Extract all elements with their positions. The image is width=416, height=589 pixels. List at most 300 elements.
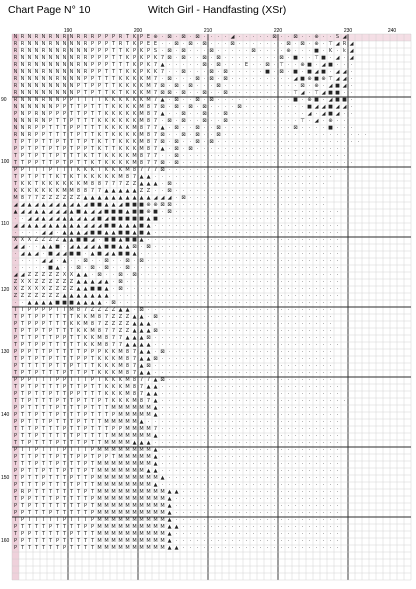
stitch-symbol: ·: [231, 118, 234, 124]
stitch-symbol: ·: [245, 265, 248, 271]
stitch-symbol: ·: [252, 97, 255, 103]
stitch-symbol: ·: [336, 118, 339, 124]
stitch-symbol: P: [83, 454, 87, 460]
stitch-symbol: ·: [168, 419, 171, 425]
stitch-symbol: ·: [273, 370, 276, 376]
stitch-symbol: ·: [301, 433, 304, 439]
stitch-symbol: P: [90, 48, 94, 54]
stitch-symbol: ·: [301, 545, 304, 551]
stitch-symbol: R: [62, 48, 67, 54]
stitch-symbol: M: [111, 447, 116, 453]
stitch-symbol: ⊕: [286, 48, 291, 54]
stitch-symbol: ⊠: [104, 265, 109, 271]
stitch-symbol: ·: [231, 153, 234, 159]
stitch-symbol: ·: [294, 279, 297, 285]
stitch-symbol: ·: [112, 293, 115, 299]
stitch-symbol: ·: [308, 55, 311, 61]
stitch-symbol: ▲: [160, 475, 165, 481]
stitch-symbol: K: [146, 62, 151, 68]
stitch-symbol: ▲: [125, 195, 130, 201]
stitch-symbol: ▲: [76, 223, 81, 229]
stitch-symbol: ▲: [146, 174, 151, 180]
stitch-symbol: Z: [48, 286, 53, 292]
stitch-symbol: ·: [266, 118, 269, 124]
stitch-symbol: ■: [76, 209, 81, 215]
stitch-symbol: ·: [287, 419, 290, 425]
stitch-symbol: ·: [329, 55, 332, 61]
stitch-symbol: ·: [224, 223, 227, 229]
stitch-symbol: ·: [252, 349, 255, 355]
stitch-symbol: N: [69, 48, 74, 54]
stitch-symbol: T: [83, 531, 88, 537]
stitch-symbol: K: [104, 125, 109, 131]
stitch-symbol: T: [69, 370, 74, 376]
stitch-symbol: ·: [315, 377, 318, 383]
stitch-symbol: ·: [196, 195, 199, 201]
stitch-symbol: ▲: [132, 251, 137, 257]
stitch-symbol: ·: [196, 426, 199, 432]
stitch-symbol: ·: [294, 258, 297, 264]
stitch-symbol: ·: [21, 216, 24, 222]
stitch-symbol: ·: [259, 167, 262, 173]
stitch-symbol: ■: [104, 237, 109, 243]
stitch-symbol: ·: [322, 293, 325, 299]
stitch-symbol: ▲: [139, 363, 144, 369]
stitch-symbol: ·: [259, 34, 262, 40]
stitch-symbol: T: [34, 496, 39, 502]
stitch-symbol: ·: [294, 209, 297, 215]
stitch-symbol: T: [20, 307, 25, 313]
stitch-symbol: Z: [125, 181, 130, 187]
stitch-symbol: T: [55, 132, 60, 138]
stitch-symbol: 8: [90, 321, 95, 327]
stitch-symbol: ·: [168, 391, 171, 397]
stitch-symbol: M: [118, 356, 123, 362]
stitch-symbol: 7: [153, 97, 158, 103]
stitch-symbol: ·: [329, 160, 332, 166]
stitch-symbol: ·: [217, 34, 220, 40]
stitch-symbol: P: [48, 146, 52, 152]
stitch-symbol: ·: [224, 349, 227, 355]
stitch-symbol: ▲: [118, 244, 123, 250]
stitch-symbol: ▲: [139, 195, 144, 201]
stitch-symbol: ·: [273, 468, 276, 474]
stitch-symbol: M: [153, 496, 158, 502]
stitch-symbol: M: [118, 538, 123, 544]
stitch-symbol: T: [76, 342, 81, 348]
stitch-symbol: T: [62, 307, 67, 313]
stitch-symbol: ·: [56, 258, 59, 264]
stitch-symbol: ·: [259, 384, 262, 390]
stitch-symbol: M: [118, 524, 123, 530]
stitch-symbol: T: [27, 510, 32, 516]
stitch-symbol: ·: [196, 216, 199, 222]
stitch-symbol: 8: [125, 174, 130, 180]
stitch-symbol: ·: [161, 314, 164, 320]
stitch-symbol: ·: [217, 41, 220, 47]
stitch-symbol: ·: [210, 181, 213, 187]
stitch-symbol: M: [132, 510, 137, 516]
stitch-symbol: ■: [97, 216, 102, 222]
stitch-symbol: P: [55, 398, 59, 404]
stitch-symbol: Z: [62, 279, 67, 285]
stitch-symbol: M: [139, 496, 144, 502]
stitch-symbol: Z: [76, 195, 81, 201]
stitch-symbol: ·: [133, 300, 136, 306]
stitch-symbol: M: [97, 545, 102, 551]
stitch-symbol: ·: [161, 482, 164, 488]
stitch-symbol: ·: [217, 545, 220, 551]
stitch-symbol: M: [132, 419, 137, 425]
stitch-symbol: 8: [146, 132, 151, 138]
stitch-symbol: T: [27, 461, 32, 467]
stitch-symbol: ·: [189, 405, 192, 411]
stitch-symbol: ·: [238, 398, 241, 404]
stitch-symbol: ·: [161, 321, 164, 327]
stitch-symbol: P: [97, 398, 101, 404]
stitch-symbol: ■: [118, 251, 123, 257]
stitch-symbol: T: [76, 405, 81, 411]
stitch-symbol: ·: [280, 34, 283, 40]
stitch-symbol: R: [34, 118, 39, 124]
stitch-symbol: ·: [224, 377, 227, 383]
stitch-symbol: ·: [245, 286, 248, 292]
stitch-symbol: ·: [280, 426, 283, 432]
stitch-symbol: P: [41, 321, 45, 327]
stitch-symbol: 8: [132, 377, 137, 383]
stitch-symbol: ·: [322, 202, 325, 208]
stitch-symbol: ·: [252, 251, 255, 257]
stitch-symbol: ·: [189, 307, 192, 313]
stitch-symbol: ·: [273, 293, 276, 299]
stitch-symbol: P: [55, 139, 59, 145]
stitch-symbol: K: [104, 356, 109, 362]
stitch-symbol: ·: [315, 538, 318, 544]
stitch-symbol: ◢: [69, 244, 74, 250]
stitch-symbol: ·: [266, 167, 269, 173]
stitch-symbol: ·: [329, 230, 332, 236]
stitch-symbol: ·: [245, 251, 248, 257]
stitch-symbol: ·: [196, 244, 199, 250]
stitch-symbol: ·: [350, 104, 353, 110]
stitch-symbol: ·: [280, 48, 283, 54]
stitch-symbol: K: [97, 370, 102, 376]
stitch-symbol: ■: [293, 55, 298, 61]
row-number: 160: [1, 538, 10, 544]
stitch-symbol: ·: [196, 272, 199, 278]
stitch-symbol: X: [34, 286, 39, 292]
stitch-symbol: ·: [119, 258, 122, 264]
stitch-symbol: ·: [224, 237, 227, 243]
stitch-symbol: T: [76, 370, 81, 376]
stitch-symbol: ▲: [118, 188, 123, 194]
stitch-symbol: ·: [168, 167, 171, 173]
stitch-symbol: ·: [217, 272, 220, 278]
stitch-symbol: P: [90, 377, 94, 383]
stitch-symbol: ·: [189, 279, 192, 285]
stitch-symbol: M: [132, 531, 137, 537]
stitch-symbol: T: [90, 468, 95, 474]
stitch-symbol: ·: [182, 76, 185, 82]
stitch-symbol: ·: [301, 503, 304, 509]
stitch-symbol: R: [13, 83, 18, 89]
stitch-symbol: N: [20, 55, 25, 61]
stitch-symbol: ■: [97, 251, 102, 257]
stitch-symbol: M: [132, 503, 137, 509]
stitch-symbol: ·: [308, 223, 311, 229]
stitch-symbol: ·: [259, 153, 262, 159]
stitch-symbol: N: [27, 48, 32, 54]
stitch-symbol: P: [55, 538, 59, 544]
stitch-symbol: ·: [168, 153, 171, 159]
stitch-symbol: ■: [118, 209, 123, 215]
stitch-symbol: ·: [70, 258, 73, 264]
stitch-symbol: T: [20, 524, 25, 530]
stitch-symbol: Z: [55, 272, 60, 278]
stitch-symbol: ·: [245, 314, 248, 320]
stitch-symbol: ·: [315, 545, 318, 551]
stitch-symbol: ·: [210, 482, 213, 488]
stitch-symbol: ◢: [90, 237, 95, 243]
stitch-symbol: ◢: [335, 104, 340, 110]
stitch-symbol: T: [69, 489, 74, 495]
stitch-symbol: ·: [280, 461, 283, 467]
stitch-symbol: N: [62, 83, 67, 89]
stitch-symbol: ⊠: [209, 48, 214, 54]
stitch-symbol: N: [48, 83, 53, 89]
stitch-symbol: ·: [301, 230, 304, 236]
stitch-symbol: ◢: [27, 216, 32, 222]
stitch-symbol: ▲: [83, 216, 88, 222]
stitch-symbol: M: [97, 468, 102, 474]
stitch-symbol: ▲: [139, 181, 144, 187]
stitch-symbol: ⊠: [167, 188, 172, 194]
stitch-symbol: ·: [245, 370, 248, 376]
stitch-symbol: ·: [175, 503, 178, 509]
stitch-symbol: ⊤: [300, 118, 305, 124]
stitch-symbol: Z: [55, 279, 60, 285]
stitch-symbol: T: [111, 62, 116, 68]
stitch-symbol: ⊠: [167, 181, 172, 187]
stitch-symbol: ·: [329, 461, 332, 467]
stitch-symbol: ·: [168, 440, 171, 446]
stitch-symbol: E: [146, 41, 151, 47]
column-number: 220: [273, 28, 283, 34]
stitch-symbol: N: [41, 104, 46, 110]
stitch-symbol: ·: [273, 342, 276, 348]
stitch-symbol: ·: [231, 307, 234, 313]
stitch-symbol: ·: [238, 412, 241, 418]
stitch-symbol: ·: [210, 496, 213, 502]
stitch-symbol: M: [125, 447, 130, 453]
stitch-symbol: ·: [259, 496, 262, 502]
stitch-symbol: ·: [266, 300, 269, 306]
stitch-symbol: T: [62, 538, 67, 544]
stitch-symbol: ·: [168, 125, 171, 131]
stitch-symbol: P: [34, 384, 38, 390]
stitch-symbol: ·: [231, 139, 234, 145]
stitch-symbol: ·: [273, 510, 276, 516]
stitch-symbol: K: [55, 174, 60, 180]
stitch-symbol: ·: [175, 391, 178, 397]
stitch-symbol: ·: [301, 363, 304, 369]
stitch-symbol: ·: [245, 97, 248, 103]
stitch-symbol: ▲: [132, 440, 137, 446]
stitch-symbol: ·: [259, 181, 262, 187]
stitch-symbol: K: [328, 48, 333, 54]
stitch-symbol: ·: [210, 167, 213, 173]
stitch-symbol: K: [118, 118, 123, 124]
stitch-symbol: K: [132, 139, 137, 145]
stitch-symbol: ·: [175, 356, 178, 362]
stitch-symbol: ·: [308, 160, 311, 166]
stitch-symbol: ■: [118, 216, 123, 222]
stitch-symbol: ▲: [153, 412, 158, 418]
stitch-symbol: ·: [210, 160, 213, 166]
stitch-symbol: ·: [259, 62, 262, 68]
stitch-symbol: ·: [308, 279, 311, 285]
stitch-symbol: ·: [224, 167, 227, 173]
stitch-symbol: ·: [154, 258, 157, 264]
stitch-symbol: ·: [154, 363, 157, 369]
stitch-symbol: M: [132, 125, 137, 131]
stitch-symbol: ·: [210, 342, 213, 348]
stitch-symbol: ◢: [230, 34, 235, 40]
stitch-symbol: ·: [315, 328, 318, 334]
stitch-symbol: ·: [196, 349, 199, 355]
stitch-symbol: M: [125, 496, 130, 502]
stitch-symbol: T: [111, 146, 116, 152]
stitch-symbol: ▲: [146, 321, 151, 327]
stitch-symbol: ·: [238, 41, 241, 47]
stitch-symbol: ·: [308, 440, 311, 446]
stitch-symbol: T: [55, 167, 60, 173]
stitch-symbol: ·: [231, 286, 234, 292]
stitch-symbol: ·: [196, 209, 199, 215]
stitch-symbol: M: [132, 426, 137, 432]
stitch-symbol: M: [139, 482, 144, 488]
stitch-symbol: T: [69, 496, 74, 502]
stitch-symbol: ·: [301, 335, 304, 341]
stitch-symbol: ·: [168, 307, 171, 313]
stitch-symbol: ·: [294, 377, 297, 383]
stitch-symbol: ⊕: [307, 76, 312, 82]
stitch-symbol: ◢: [13, 202, 18, 208]
stitch-symbol: ·: [280, 237, 283, 243]
stitch-symbol: ·: [252, 426, 255, 432]
stitch-symbol: ·: [245, 524, 248, 530]
stitch-symbol: N: [62, 62, 67, 68]
stitch-symbol: ·: [259, 244, 262, 250]
stitch-symbol: 7: [132, 363, 137, 369]
stitch-symbol: ·: [301, 461, 304, 467]
stitch-symbol: T: [125, 34, 130, 40]
stitch-symbol: ·: [182, 139, 185, 145]
stitch-symbol: ·: [322, 272, 325, 278]
stitch-symbol: ·: [42, 265, 45, 271]
stitch-symbol: T: [83, 363, 88, 369]
stitch-symbol: ·: [175, 510, 178, 516]
stitch-symbol: ·: [224, 419, 227, 425]
stitch-symbol: ▲: [167, 510, 172, 516]
stitch-symbol: N: [76, 41, 81, 47]
stitch-symbol: P: [83, 349, 87, 355]
stitch-symbol: K: [69, 181, 74, 187]
stitch-symbol: M: [153, 524, 158, 530]
stitch-symbol: K: [83, 167, 88, 173]
stitch-symbol: 7: [146, 160, 151, 166]
stitch-symbol: ·: [238, 419, 241, 425]
stitch-symbol: ·: [182, 230, 185, 236]
stitch-symbol: P: [97, 349, 101, 355]
stitch-symbol: P: [20, 377, 24, 383]
stitch-symbol: T: [69, 111, 74, 117]
stitch-symbol: ·: [273, 76, 276, 82]
stitch-symbol: ·: [189, 125, 192, 131]
stitch-symbol: T: [104, 433, 109, 439]
stitch-symbol: ·: [252, 146, 255, 152]
stitch-symbol: ·: [238, 314, 241, 320]
stitch-symbol: P: [76, 90, 80, 96]
stitch-symbol: ·: [266, 384, 269, 390]
stitch-symbol: ·: [329, 370, 332, 376]
stitch-symbol: ·: [224, 405, 227, 411]
stitch-symbol: T: [27, 482, 32, 488]
stitch-symbol: T: [62, 412, 67, 418]
stitch-symbol: T: [48, 517, 53, 523]
stitch-symbol: ⊠: [230, 41, 235, 47]
stitch-symbol: ·: [182, 342, 185, 348]
stitch-symbol: T: [34, 475, 39, 481]
stitch-symbol: ▲: [90, 195, 95, 201]
stitch-symbol: ·: [217, 412, 220, 418]
stitch-symbol: ·: [245, 426, 248, 432]
stitch-symbol: ·: [140, 272, 143, 278]
stitch-symbol: T: [41, 370, 46, 376]
stitch-symbol: ·: [189, 377, 192, 383]
stitch-symbol: ·: [259, 398, 262, 404]
stitch-symbol: P: [48, 363, 52, 369]
stitch-symbol: T: [111, 48, 116, 54]
stitch-symbol: M: [146, 412, 151, 418]
stitch-symbol: P: [76, 132, 80, 138]
stitch-symbol: N: [62, 41, 67, 47]
stitch-symbol: ·: [329, 349, 332, 355]
stitch-symbol: ·: [308, 538, 311, 544]
stitch-symbol: ·: [210, 531, 213, 537]
stitch-symbol: ·: [336, 517, 339, 523]
stitch-symbol: ·: [245, 90, 248, 96]
stitch-symbol: ·: [329, 34, 332, 40]
stitch-symbol: M: [146, 454, 151, 460]
stitch-symbol: ·: [308, 167, 311, 173]
stitch-symbol: ·: [203, 321, 206, 327]
stitch-symbol: M: [125, 538, 130, 544]
stitch-symbol: ⊠: [265, 62, 270, 68]
stitch-symbol: ·: [203, 251, 206, 257]
stitch-symbol: ·: [329, 286, 332, 292]
stitch-symbol: T: [48, 503, 53, 509]
stitch-symbol: ·: [161, 335, 164, 341]
stitch-symbol: M: [146, 489, 151, 495]
stitch-symbol: ·: [273, 286, 276, 292]
stitch-symbol: ·: [315, 244, 318, 250]
stitch-symbol: ·: [315, 258, 318, 264]
stitch-symbol: ▲: [160, 146, 165, 152]
stitch-symbol: K: [111, 111, 116, 117]
stitch-symbol: ·: [224, 97, 227, 103]
stitch-symbol: ·: [245, 307, 248, 313]
